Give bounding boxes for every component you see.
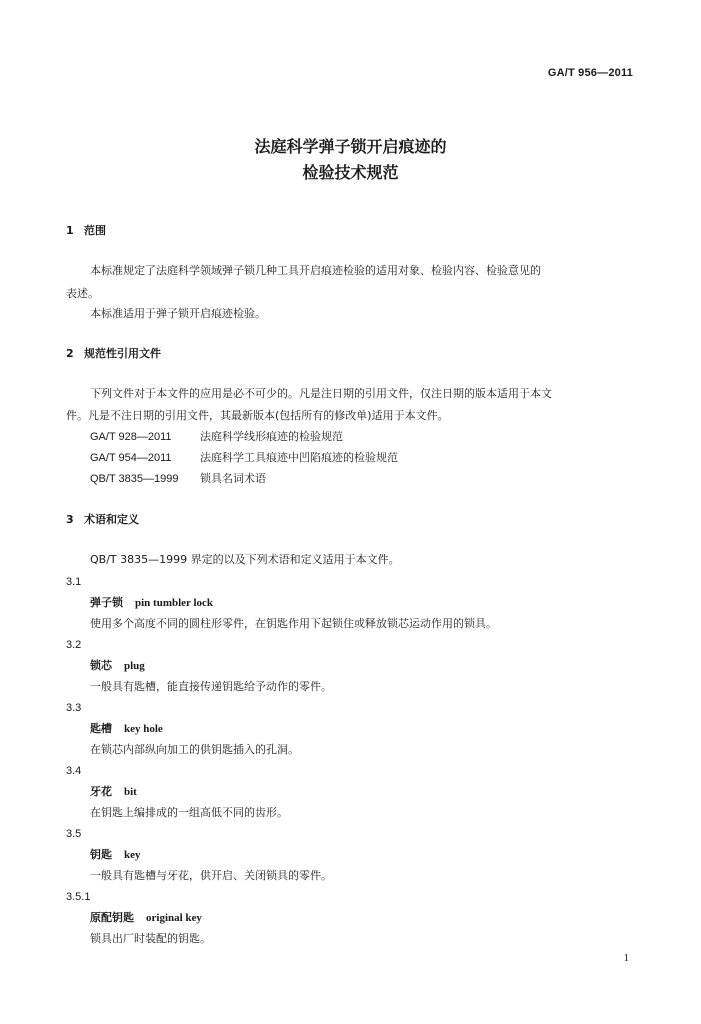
term-definition: 在钥匙上编排成的一组高低不同的齿形。 [90,806,288,819]
clause-number: 3.3 [66,702,82,714]
term-cn: 匙槽 [90,722,112,735]
reference-item [90,430,343,444]
reference-name: 法庭科学工具痕迹中凹陷痕迹的检验规范 [200,451,398,464]
term-entry [90,785,137,799]
term-entry [90,659,145,673]
term-en: pin tumbler lock [135,597,214,609]
reference-name: 锁具名词术语 [200,472,266,485]
term-cn: 原配钥匙 [90,911,134,924]
page-number: 1 [623,952,629,964]
term-definition: 锁具出厂时装配的钥匙。 [90,932,211,945]
term-en: key hole [124,723,163,735]
reference-item [90,472,266,486]
clause-number: 3.5 [66,828,82,840]
reference-code: GA/T 954—2011 [90,452,172,464]
section-1-para-1b: 表述。 [66,287,99,300]
term-definition: 使用多个高度不同的圆柱形零件，在钥匙作用下起锁住或释放锁芯运动作用的锁具。 [90,617,497,630]
term-entry [90,722,163,736]
reference-name: 法庭科学线形痕迹的检验规范 [200,430,343,443]
reference-code: GA/T 928—2011 [90,431,172,443]
clause-number: 3.1 [66,576,82,588]
term-cn: 钥匙 [90,848,112,861]
section-2-para-1a: 下列文件对于本文件的应用是必不可少的。凡是注日期的引用文件，仅注日期的版本适用于本文 [90,387,552,400]
clause-number: 3.4 [66,765,82,777]
section-3-number: 3 [66,513,74,526]
standard-number: GA/T 956—2011 [547,67,633,79]
term-en: bit [124,786,137,798]
section-2-number: 2 [66,347,74,360]
term-en: key [124,849,141,861]
section-1-heading [66,224,106,238]
clause-number: 3.5.1 [66,891,91,903]
document-title-line2: 检验技术规范 [302,163,399,182]
section-2-heading [66,347,161,361]
term-entry [90,848,141,862]
section-2-title: 规范性引用文件 [84,347,161,360]
section-1-title: 范围 [84,224,106,237]
term-cn: 锁芯 [90,659,112,672]
section-1-para-1a: 本标准规定了法庭科学领域弹子锁几种工具开启痕迹检验的适用对象、检验内容、检验意见的 [90,264,541,277]
term-cn: 弹子锁 [90,596,123,609]
section-3-heading [66,513,139,527]
section-1-number: 1 [66,224,74,237]
term-en: original key [146,912,202,924]
reference-code: QB/T 3835—1999 [90,473,179,485]
section-3-intro: QB/T 3835—1999 界定的以及下列术语和定义适用于本文件。 [90,553,400,566]
term-definition: 在锁芯内部纵向加工的供钥匙插入的孔洞。 [90,743,299,756]
section-1-para-2: 本标准适用于弹子锁开启痕迹检验。 [90,307,266,320]
section-2-para-1b: 件。凡是不注日期的引用文件，其最新版本(包括所有的修改单)适用于本文件。 [66,409,449,422]
term-definition: 一般具有匙槽与牙花，供开启、关闭锁具的零件。 [90,869,332,882]
reference-item [90,451,398,465]
clause-number: 3.2 [66,639,82,651]
term-definition: 一般具有匙槽，能直接传递钥匙给予动作的零件。 [90,680,332,693]
term-entry [90,911,202,925]
section-3-title: 术语和定义 [84,513,139,526]
term-en: plug [124,660,145,672]
term-cn: 牙花 [90,785,112,798]
document-title-line1: 法庭科学弹子锁开启痕迹的 [254,137,447,156]
term-entry [90,596,213,610]
